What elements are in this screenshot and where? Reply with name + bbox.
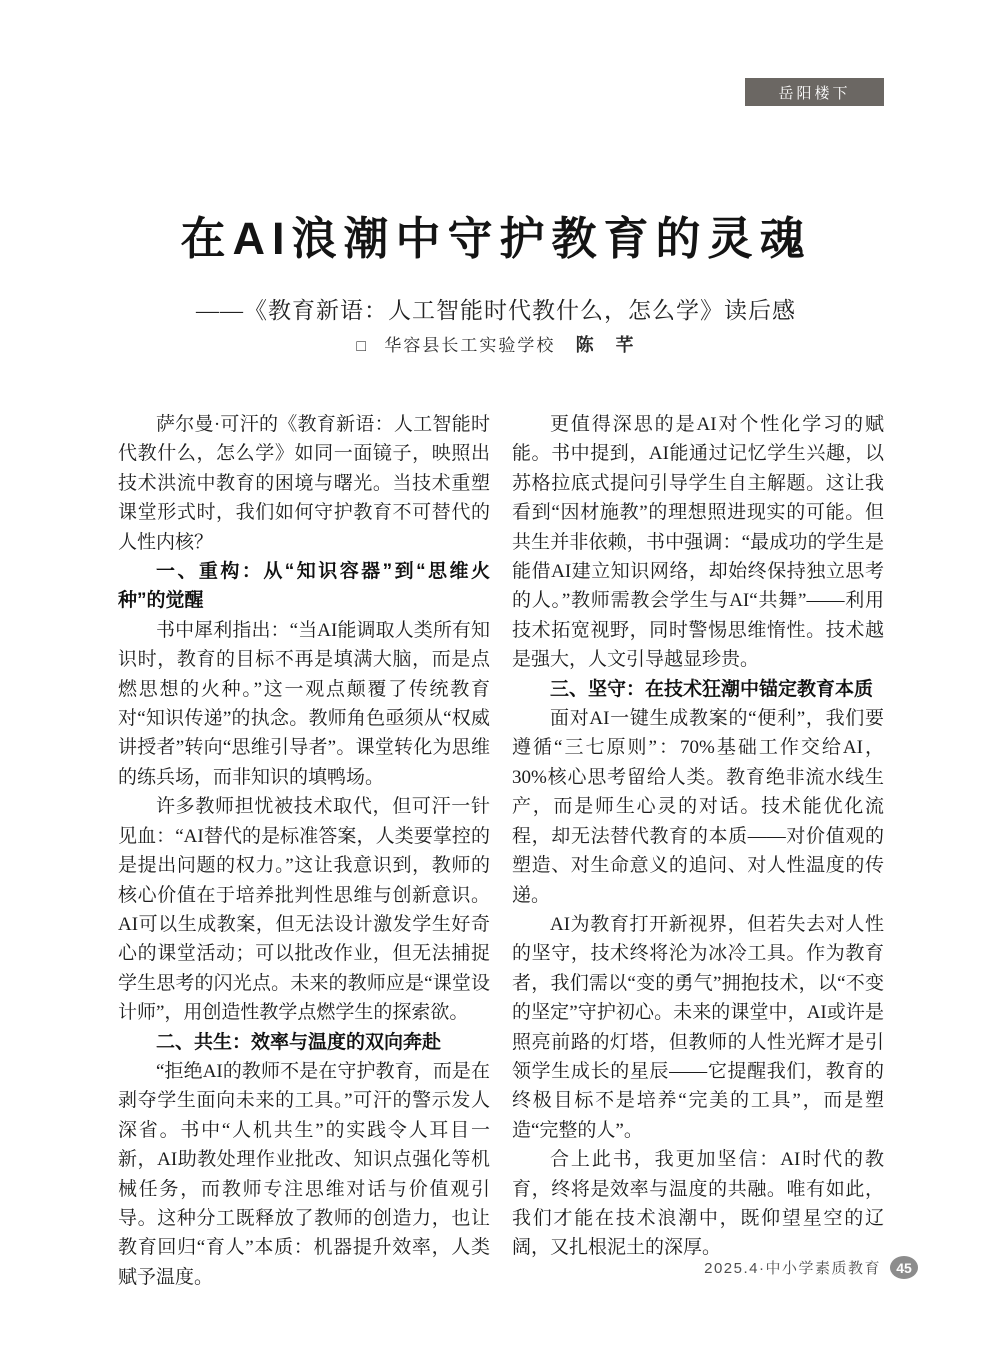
paragraph-intro: 萨尔曼·可汗的《教育新语：人工智能时代教什么，怎么学》如同一面镜子，映照出技术洪流中教育的困境与曙光。当技术重塑课堂形式时，我们如何守护教育不可替代的人性内核？ <box>118 414 490 553</box>
author-line <box>0 331 992 357</box>
article-title: 在AI浪潮中守护教育的灵魂 <box>180 213 812 264</box>
paragraph: AI为教育打开新视界，但若失去对人性的坚守，技术终将沦为冰冷工具。作为教育者，我们需以“变的勇气”拥抱技术，以“不变的坚定”守护初心。未来的课堂中，AI或许是照亮前路的灯塔，但教师的人性光辉才是引领学生成长的星辰——它提醒我们，教育的终极目标不是培养“完美的工具”，而是塑造“完整的人”。 <box>512 913 884 1141</box>
author-square-icon: □ <box>356 338 367 355</box>
section-heading-1: 一、重构：从“知识容器”到“思维火种”的觉醒 <box>118 561 490 612</box>
article-body <box>118 410 884 1292</box>
page-number-badge: 45 <box>890 1256 918 1279</box>
column-section-badge: 岳阳楼下 <box>745 78 884 106</box>
section-heading-2: 二、共生：效率与温度的双向奔赴 <box>156 1031 442 1053</box>
journal-issue-label: 2025.4·中小学素质教育 <box>704 1260 881 1277</box>
right-column <box>512 410 884 1292</box>
paragraph: 面对AI一键生成教案的“便利”，我们要遵循“三七原则”：70%基础工作交给AI，30%核心思考留给人类。教育绝非流水线生产，而是师生心灵的对话。技术能优化流程，却无法替代教育的本质——对价值观的塑造、对生命意义的追问、对人性温度的传递。 <box>512 708 884 906</box>
paragraph: 书中犀利指出：“当AI能调取人类所有知识时，教育的目标不再是填满大脑，而是点燃思想的火种。”这一观点颠覆了传统教育对“知识传递”的执念。教师角色亟须从“权威讲授者”转向“思维引导者”。课堂转化为思维的练兵场，而非知识的填鸭场。 <box>118 619 490 788</box>
paragraph: 更值得深思的是AI对个性化学习的赋能。书中提到，AI能通过记忆学生兴趣，以苏格拉底式提问引导学生自主解题。这让我看到“因材施教”的理想照进现实的可能。但共生并非依赖，书中强调：“最成功的学生是能借AI建立知识网络，却始终保持独立思考的人。”教师需教会学生与AI“共舞”——利用技术拓宽视野，同时警惕思维惰性。技术越是强大，人文引导越显珍贵。 <box>512 414 884 671</box>
paragraph: “拒绝AI的教师不是在守护教育，而是在剥夺学生面向未来的工具。”可汗的警示发人深省。书中“人机共生”的实践令人耳目一新，AI助教处理作业批改、知识点强化等机械任务，而教师专注思维对话与价值观引导。这种分工既释放了教师的创造力，也让教育回归“育人”本质：机器提升效率，人类赋予温度。 <box>118 1060 490 1288</box>
author-name: 陈 芊 <box>575 335 636 355</box>
article-subtitle: ——《教育新语：人工智能时代教什么，怎么学》读后感 <box>196 298 796 323</box>
page-footer <box>704 1256 918 1279</box>
left-column <box>118 410 490 1292</box>
paragraph-conclusion: 合上此书，我更加坚信：AI时代的教育，终将是效率与温度的共融。唯有如此，我们才能在技术浪潮中，既仰望星空的辽阔，又扎根泥土的深厚。 <box>512 1149 884 1259</box>
paragraph: 许多教师担忧被技术取代，但可汗一针见血：“AI替代的是标准答案，人类要掌控的是提出问题的权力。”这让我意识到，教师的核心价值在于培养批判性思维与创新意识。AI可以生成教案，但无法设计激发学生好奇心的课堂活动；可以批改作业，但无法捕捉学生思考的闪光点。未来的教师应是“课堂设计师”，用创造性教学点燃学生的探索欲。 <box>118 796 490 1024</box>
section-heading-3: 三、坚守：在技术狂潮中锚定教育本质 <box>550 678 874 700</box>
author-affiliation: 华容县长工实验学校 <box>384 336 556 355</box>
